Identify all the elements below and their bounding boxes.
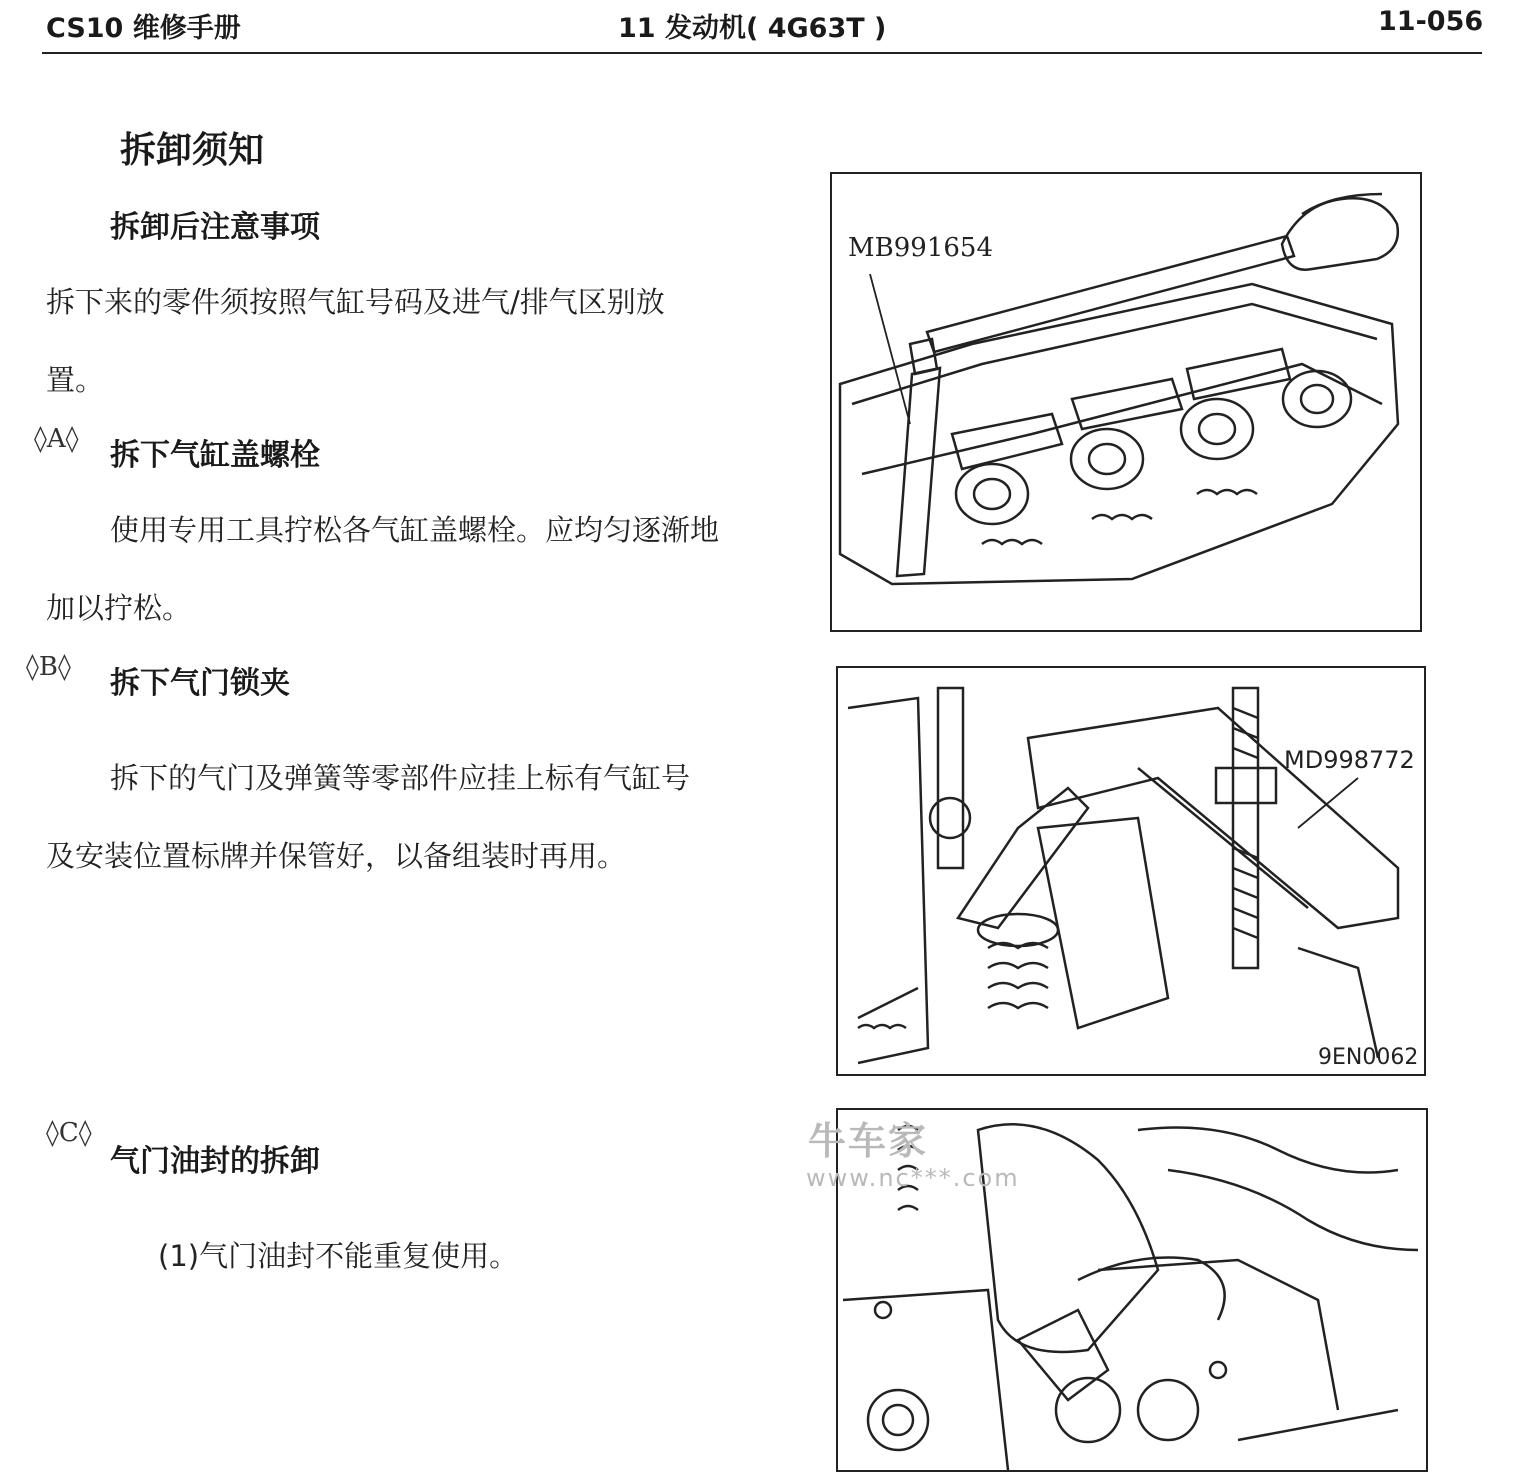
after-removal-line-2: 置。	[46, 363, 105, 397]
figure-2-tool-label: MD998772	[1284, 746, 1415, 774]
step-a-line-1: 使用专用工具拧松各气缸盖螺栓。应均匀逐渐地	[110, 513, 720, 547]
step-b-line-2: 及安装位置标牌并保管好，以备组装时再用。	[46, 839, 627, 873]
header-chapter-title: 11 发动机( 4G63T )	[618, 13, 887, 44]
step-c-marker: ◊C◊	[46, 1118, 92, 1148]
watermark-url: www.nc***.com	[806, 1164, 1020, 1192]
step-a-marker: ◊A◊	[34, 424, 79, 454]
figure-cylinder-head-bolts-drawing	[832, 174, 1420, 630]
section-title: 拆卸须知	[120, 130, 265, 171]
figure-valve-spring-compressor-drawing	[838, 668, 1424, 1074]
step-a-line-2: 加以拧松。	[46, 591, 192, 625]
step-c-item-1: (1)气门油封不能重复使用。	[158, 1239, 519, 1273]
step-b-line-1: 拆下的气门及弹簧等零部件应挂上标有气缸号	[110, 761, 691, 795]
watermark-brand: 牛车家	[808, 1119, 929, 1163]
step-a-heading: 拆下气缸盖螺栓	[110, 438, 320, 473]
header-page-number: 11-056	[1378, 6, 1484, 37]
step-b-marker: ◊B◊	[26, 652, 71, 682]
header-manual-title: CS10 维修手册	[46, 13, 241, 44]
step-c-heading: 气门油封的拆卸	[110, 1144, 320, 1179]
figure-valve-spring-compressor	[836, 666, 1426, 1076]
after-removal-line-1: 拆下来的零件须按照气缸号码及进气/排气区别放	[46, 285, 665, 319]
header-rule	[42, 52, 1482, 54]
figure-cylinder-head-bolts	[830, 172, 1422, 632]
figure-2-code: 9EN0062	[1318, 1045, 1419, 1070]
after-removal-heading: 拆卸后注意事项	[110, 210, 320, 245]
step-b-heading: 拆下气门锁夹	[110, 666, 290, 701]
figure-1-tool-label: MB991654	[848, 233, 993, 263]
